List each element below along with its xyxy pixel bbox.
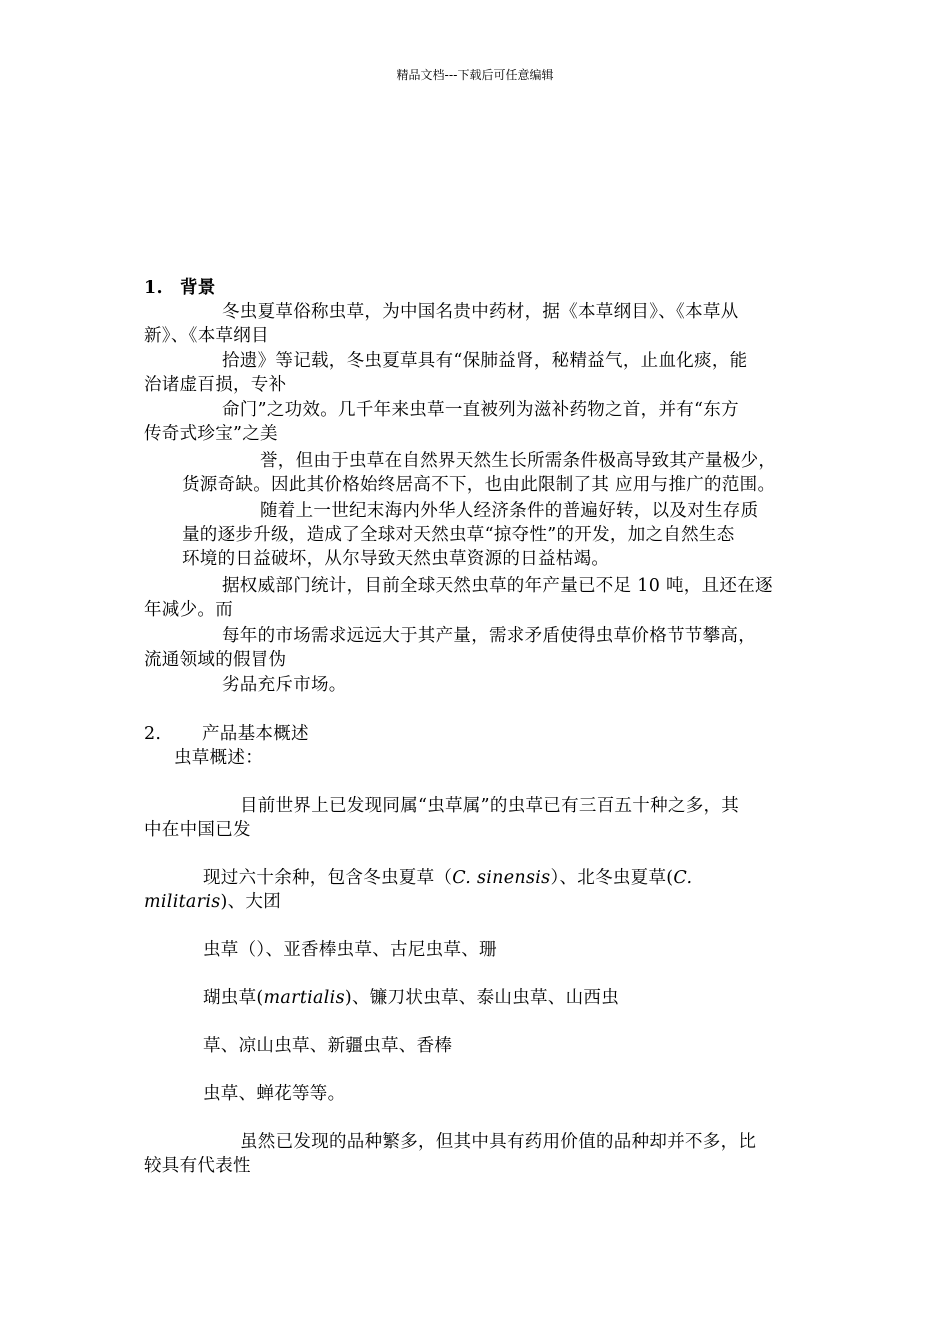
body-line: 誉，但由于虫草在自然界天然生长所需条件极高导致其产量极少，	[260, 451, 777, 471]
text-run: )、镰刀状虫草、泰山虫草、山西虫	[344, 988, 620, 1008]
body-line	[203, 986, 619, 1010]
body-line: 劣品充斥市场。	[222, 675, 347, 695]
latin-name: martialis	[263, 988, 345, 1008]
body-line	[144, 890, 281, 914]
text-run: 现过六十余种，包含冬虫夏草（	[203, 868, 453, 888]
body-line: 目前世界上已发现同属“虫草属”的虫草已有三百五十种之多，其	[240, 796, 740, 816]
body-line	[203, 866, 692, 890]
body-line: 每年的市场需求远远大于其产量，需求矛盾使得虫草价格节节攀高，	[222, 626, 756, 646]
body-line: 流通领域的假冒伪	[144, 650, 287, 670]
latin-name: C.	[673, 868, 693, 888]
body-line: 量的逐步升级，造成了全球对天然虫草“掠夺性”的开发，加之自然生态	[182, 525, 735, 545]
section-1-heading	[144, 276, 216, 300]
section-1-title: 背景	[180, 278, 216, 298]
body-line: 虫草、蝉花等等。	[203, 1084, 346, 1104]
section-2-subtitle: 虫草概述：	[174, 748, 263, 768]
latin-name: C. sinensis	[452, 868, 551, 888]
body-line: 草、凉山虫草、新疆虫草、香棒	[203, 1036, 453, 1056]
body-line: 冬虫夏草俗称虫草，为中国名贵中药材，据《本草纲目》、《本草从	[222, 302, 739, 322]
body-line: 据权威部门统计，目前全球天然虫草的年产量已不足 10 吨，且还在逐	[222, 576, 773, 596]
body-line: 较具有代表性	[144, 1156, 251, 1176]
body-line: 新》、《本草纲目	[144, 326, 269, 346]
body-line: 传奇式珍宝”之美	[144, 424, 278, 444]
body-line: 命门”之功效。几千年来虫草一直被列为滋补药物之首，并有“东方	[222, 400, 739, 420]
section-1-number: 1.	[144, 278, 163, 298]
body-line: 虽然已发现的品种繁多，但其中具有药用价值的品种却并不多，比	[240, 1132, 757, 1152]
body-line: 环境的日益破坏，从尔导致天然虫草资源的日益枯竭。	[182, 549, 610, 569]
section-2-heading	[144, 722, 309, 746]
body-line: 治诸虚百损，专补	[144, 375, 287, 395]
section-2-number: 2.	[144, 724, 162, 744]
body-line: 中在中国已发	[144, 820, 251, 840]
text-run: )、大团	[220, 892, 282, 912]
page-header: 精品文档---下载后可任意编辑	[396, 68, 554, 82]
body-line: 货源奇缺。因此其价格始终居高不下，也由此限制了其 应用与推广的范围。	[182, 475, 776, 495]
text-run: 瑚虫草(	[203, 988, 264, 1008]
body-line: 随着上一世纪末海内外华人经济条件的普遍好转，以及对生存质	[260, 501, 759, 521]
body-line: 年减少。而	[144, 600, 233, 620]
body-line: 拾遗》等记载，冬虫夏草具有“保肺益肾，秘精益气，止血化痰，能	[222, 351, 748, 371]
latin-name: militaris	[144, 892, 221, 912]
text-run: ）、北冬虫夏草(	[550, 868, 674, 888]
body-line: 虫草（）、亚香棒虫草、古尼虫草、珊	[203, 940, 497, 960]
section-2-title: 产品基本概述	[202, 724, 309, 744]
